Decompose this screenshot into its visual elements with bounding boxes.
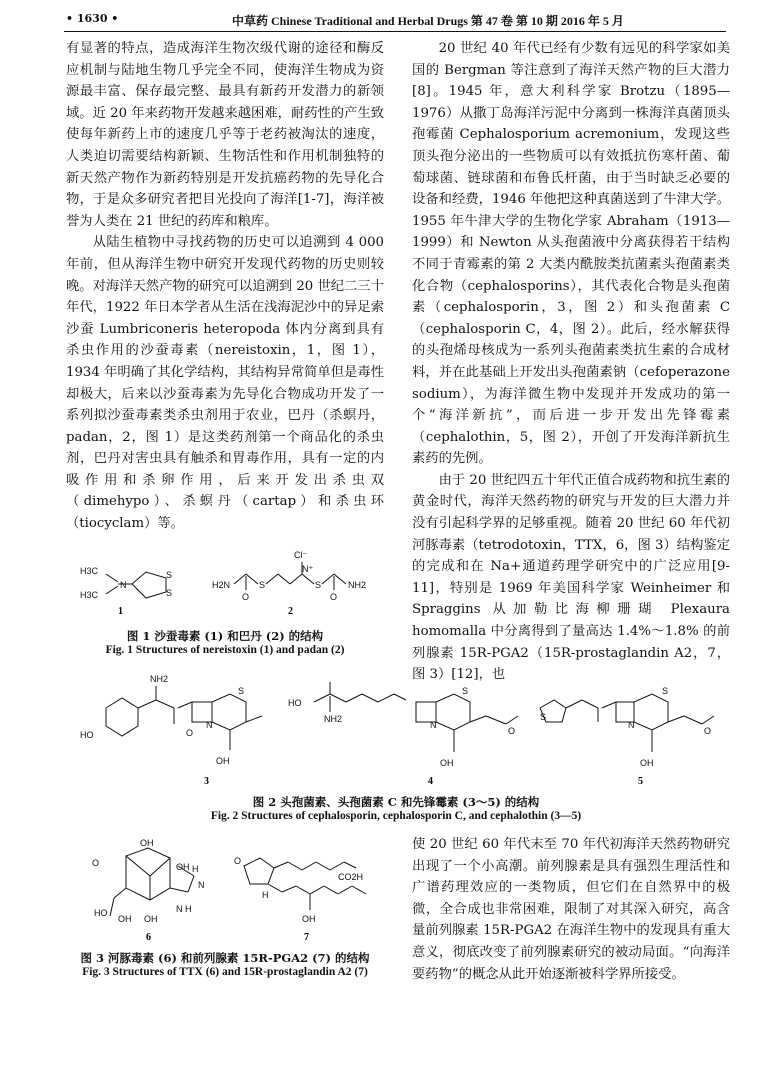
atom-o: O [704,726,712,736]
caption-cn: 图 2 头孢菌素、头孢菌素 C 和先锋霉素 (3～5) 的结构 [252,795,540,809]
figure-1-caption [66,628,384,656]
figure-3-structures [66,836,384,946]
atom-oh: OH [440,758,454,768]
atom-s: S [462,686,469,696]
atom-o: O [508,726,516,736]
atom-s: S [259,580,266,590]
atom-s: S [540,712,547,722]
atom-o: O [92,858,100,868]
figure-2-structures [66,672,726,788]
running-header [66,8,726,30]
atom-nh: N H [176,904,192,914]
atom-oh: OH [216,756,230,766]
figure-1-structures [66,548,384,618]
compound-label: 5 [638,776,643,787]
atom-oh: OH [140,838,154,848]
atom-h: H [262,890,269,900]
atom-s: S [315,580,322,590]
figure-2-caption [66,794,726,822]
atom-oh: OH [302,914,316,924]
atom-s: S [238,686,245,696]
atom-n: N [430,720,437,730]
atom-cl: Cl⁻ [294,550,308,560]
header-rule [64,31,726,32]
atom-oh: OH [144,914,158,924]
atom-s: S [166,570,173,580]
left-column-text [66,38,384,535]
paragraph: 从陆生植物中寻找药物的历史可以追溯到 4 000 年前，但从海洋生物中研究开发现代药物的历史则较晚。对海洋天然产物的研究可以追溯到 20 世纪二三十年代，1922 年日本学者从生活在浅海泥沙中的异足索沙蚕 Lumbriconeris heteropoda 体内分离到具有杀虫作用的沙蚕毒素（nereistoxin，1，图 1），1934 年明确了其化学结构，其结构异常简单但是毒性却极大，后来以沙蚕毒素为先导化合物成功开发了一系列拟沙蚕毒素类杀虫剂用于农业，巴丹（杀螟丹，padan，2，图 1）是这类药剂第一个商品化的杀虫剂，巴丹对害虫具有触杀和胃毒作用，具有一定的内吸作用和杀卵作用，后来开发出杀虫双（dimehypo）、杀螟丹（cartap）和杀虫环（tiocyclam）等。 [66,235,384,532]
caption-en: Fig. 2 Structures of cephalosporin, cephalosporin C, and cephalothin (3—5) [210,810,582,822]
paragraph: 由于 20 世纪四五十年代正值合成药物和抗生素的黄金时代，海洋天然药物的研究与开发的巨大潜力并没有引起科学界的足够重视。随着 20 世纪 60 年代初河豚毒素（tetrodotoxin，TTX，6，图 3）结构鉴定的完成和在 Na+通道药理学研究中的广泛应用[9-11]，特别是 1969 年美国科学家 Weinheimer 和 Spraggins 从加勒比海柳珊瑚 Plexaura homomalla 中分离得到了量高达 1.4%～1.8% 的前列腺素 15R-PGA2（15R-prostaglandin A2，7，图 3）[12]，也 [412,472,730,683]
compound-label: 3 [204,776,209,787]
journal-title: 中草药 Chinese Traditional and Herbal Drugs 第 47 卷 第 10 期 2016 年 5 月 [232,14,624,28]
atom-ho: HO [94,908,108,918]
atom-ho: HO [288,698,302,708]
compound-label: 1 [118,606,123,617]
atom-o: O [330,592,338,602]
atom-nh2: NH2 [348,580,367,590]
atom-h3c: H3C [80,590,99,600]
atom-oh: OH [176,862,190,872]
compound-label: 2 [288,606,293,617]
atom-co2h: CO2H [338,872,364,882]
atom-h3c: H3C [80,566,99,576]
atom-n: N [198,880,205,890]
caption-cn: 图 3 河豚毒素 (6) 和前列腺素 15R-PGA2 (7) 的结构 [80,951,370,965]
paragraph: 使 20 世纪 60 年代末至 70 年代初海洋天然药物研究出现了一个小高潮。前列腺素是具有强烈生理活性和广谱药理效应的一类物质，但它们在自然界中的极微，全合成也非常困难，限制了对其深入研究，高含量前列腺素 15R-PGA2 在海洋生物中的发现具有重大意义，彻底改变了前列腺素研究的被动局面。“向海洋要药物”的概念从此开始逐渐被科学界所接受。 [412,837,730,982]
atom-o: O [234,856,242,866]
caption-cn: 图 1 沙蚕毒素 (1) 和巴丹 (2) 的结构 [126,629,324,643]
atom-n: N [628,720,635,730]
compound-label: 4 [428,776,433,787]
atom-s: S [662,686,669,696]
atom-h2n: H2N [212,580,231,590]
compound-label: 6 [146,932,151,943]
right-column-text [412,38,730,686]
atom-n: N [206,720,213,730]
atom-o: O [186,728,194,738]
figure-3-caption [66,950,384,978]
atom-nh2: NH2 [324,714,343,724]
atom-h: H [192,864,199,874]
compound-label: 7 [304,932,309,943]
atom-nh2: NH2 [150,674,169,684]
page-number: • 1630 • [66,12,119,25]
paragraph: 20 世纪 40 年代已经有少数有远见的科学家如美国的 Bergman 等注意到了海洋天然产物的巨大潜力[8]。1945 年，意大利科学家 Brotzu（1895—1976）从撒丁岛海洋污泥中分离到一株海洋真菌顶头孢霉菌 Cephalosporium acremonium，发现这些顶头孢分泌出的一些物质可以有效抵抗伤寒杆菌、葡萄球菌、链球菌和布鲁氏杆菌，由于当时缺乏必要的设备和经费，1946 年他把这种真菌送到了牛津大学。1955 年牛津大学的生物化学家 Abraham（1913—1999）和 Newton 从头孢菌液中分离获得若干结构不同于青霉素的第 2 大类内酰胺类抗菌素头孢菌素类化合物（cephalosporins），其代表化合物是头孢菌素（cephalosporin，3，图 2）和头孢菌素 C（cephalosporin C，4，图 2）。此后，经水解获得的头孢烯母核成为一系列头孢菌素类抗生素的合成材料，并在此基础上开发出头孢菌素钠（cefoperazone sodium），为海洋微生物中发现并开发成功的第一个“海洋新抗”，而后进一步开发出先锋霉素（cephalothin，5，图 2），开创了开发海洋新抗生素药的先例。 [412,41,730,467]
atom-oh: OH [118,914,132,924]
atom-oh: OH [640,758,654,768]
caption-en: Fig. 1 Structures of nereistoxin (1) and padan (2) [105,644,345,656]
atom-o: O [242,592,250,602]
atom-n: N [120,580,127,590]
atom-n-plus: N⁺ [302,564,314,574]
paragraph: 有显著的特点，造成海洋生物次级代谢的途径和酶反应机制与陆地生物几乎完全不同，使海洋生物成为资源最丰富、保存最完整、最具有新药开发潜力的新领域。近 20 年来药物开发越来越困难，耐药性的产生致使每年新药上市的速度几乎等于老药被淘汰的速度，人类迫切需要结构新颖、生物活性和作用机制独特的新天然产物作为新药特别是开发抗癌药物的先导化合物，于是众多研究者把目光投向了海洋[1-7]，海洋被誉为人类在 21 世纪的药库和粮库。 [66,41,384,229]
right-column-text-continued [412,834,730,985]
caption-en: Fig. 3 Structures of TTX (6) and 15R-prostaglandin A2 (7) [82,966,368,978]
atom-s: S [166,588,173,598]
atom-ho: HO [80,730,94,740]
